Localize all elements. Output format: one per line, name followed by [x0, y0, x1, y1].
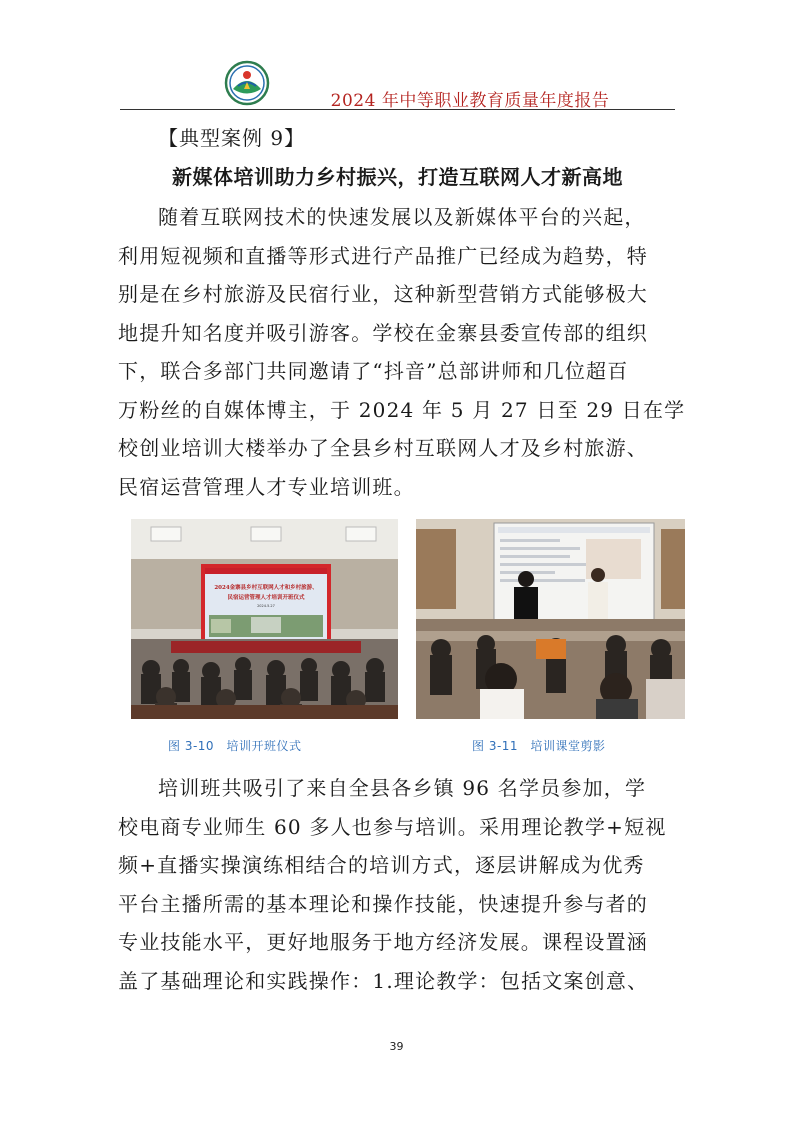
figure-caption: 图 3-11 培训课堂剪影 [472, 739, 606, 753]
text-line: 培训班共吸引了来自全县各乡镇 96 名学员参加，学 [158, 776, 647, 800]
text-line: 利用短视频和直播等形式进行产品推广已经成为趋势，特 [118, 243, 648, 268]
text-line: 地提升知名度并吸引游客。学校在金寨县委宣传部的组织 [118, 320, 648, 345]
school-logo [224, 60, 270, 106]
figure-caption: 图 3-10 培训开班仪式 [168, 739, 302, 753]
text-line: 校创业培训大楼举办了全县乡村互联网人才及乡村旅游、 [118, 436, 648, 460]
text-line: 平台主播所需的基本理论和操作技能，快速提升参与者的 [118, 891, 648, 916]
page-number: 39 [389, 1040, 404, 1053]
text-line: 别是在乡村旅游及民宿行业，这种新型营销方式能够极大 [118, 282, 648, 306]
text-line: 专业技能水平，更好地服务于地方经济发展。课程设置涵 [118, 930, 648, 954]
paragraph-intro [118, 198, 686, 506]
text-line: 下，联合多部门共同邀请了“抖音”总部讲师和几位超百 [118, 359, 629, 383]
text-line: 万粉丝的自媒体博主，于 2024 年 5 月 27 日至 29 日在学 [118, 397, 686, 422]
screen-title-line: 民宿运营管理人才培训开班仪式 [227, 595, 305, 601]
text-line: 校电商专业师生 60 多人也参与培训。采用理论教学+短视 [118, 814, 667, 839]
header-divider [120, 109, 675, 110]
case-label: 【典型案例 9】 [158, 126, 306, 150]
case-title: 新媒体培训助力乡村振兴，打造互联网人才新高地 [172, 165, 623, 189]
photo-opening-ceremony [131, 519, 398, 719]
text-line: 频+直播实操演练相结合的培训方式，逐层讲解成为优秀 [118, 853, 645, 877]
text-line: 随着互联网技术的快速发展以及新媒体平台的兴起， [158, 205, 646, 229]
screen-date: 2024.5.27 [257, 604, 275, 608]
text-line: 民宿运营管理人才专业培训班。 [118, 474, 415, 499]
report-title: 2024 年中等职业教育质量年度报告 [330, 91, 610, 111]
paragraph-training [118, 769, 678, 1000]
screen-title-line: 2024金寨县乡村互联网人才和乡村旅游、 [214, 585, 318, 591]
photo-classroom [416, 519, 685, 719]
page-header [120, 60, 675, 110]
text-line: 盖了基础理论和实践操作：1.理论教学：包括文案创意、 [118, 968, 649, 993]
